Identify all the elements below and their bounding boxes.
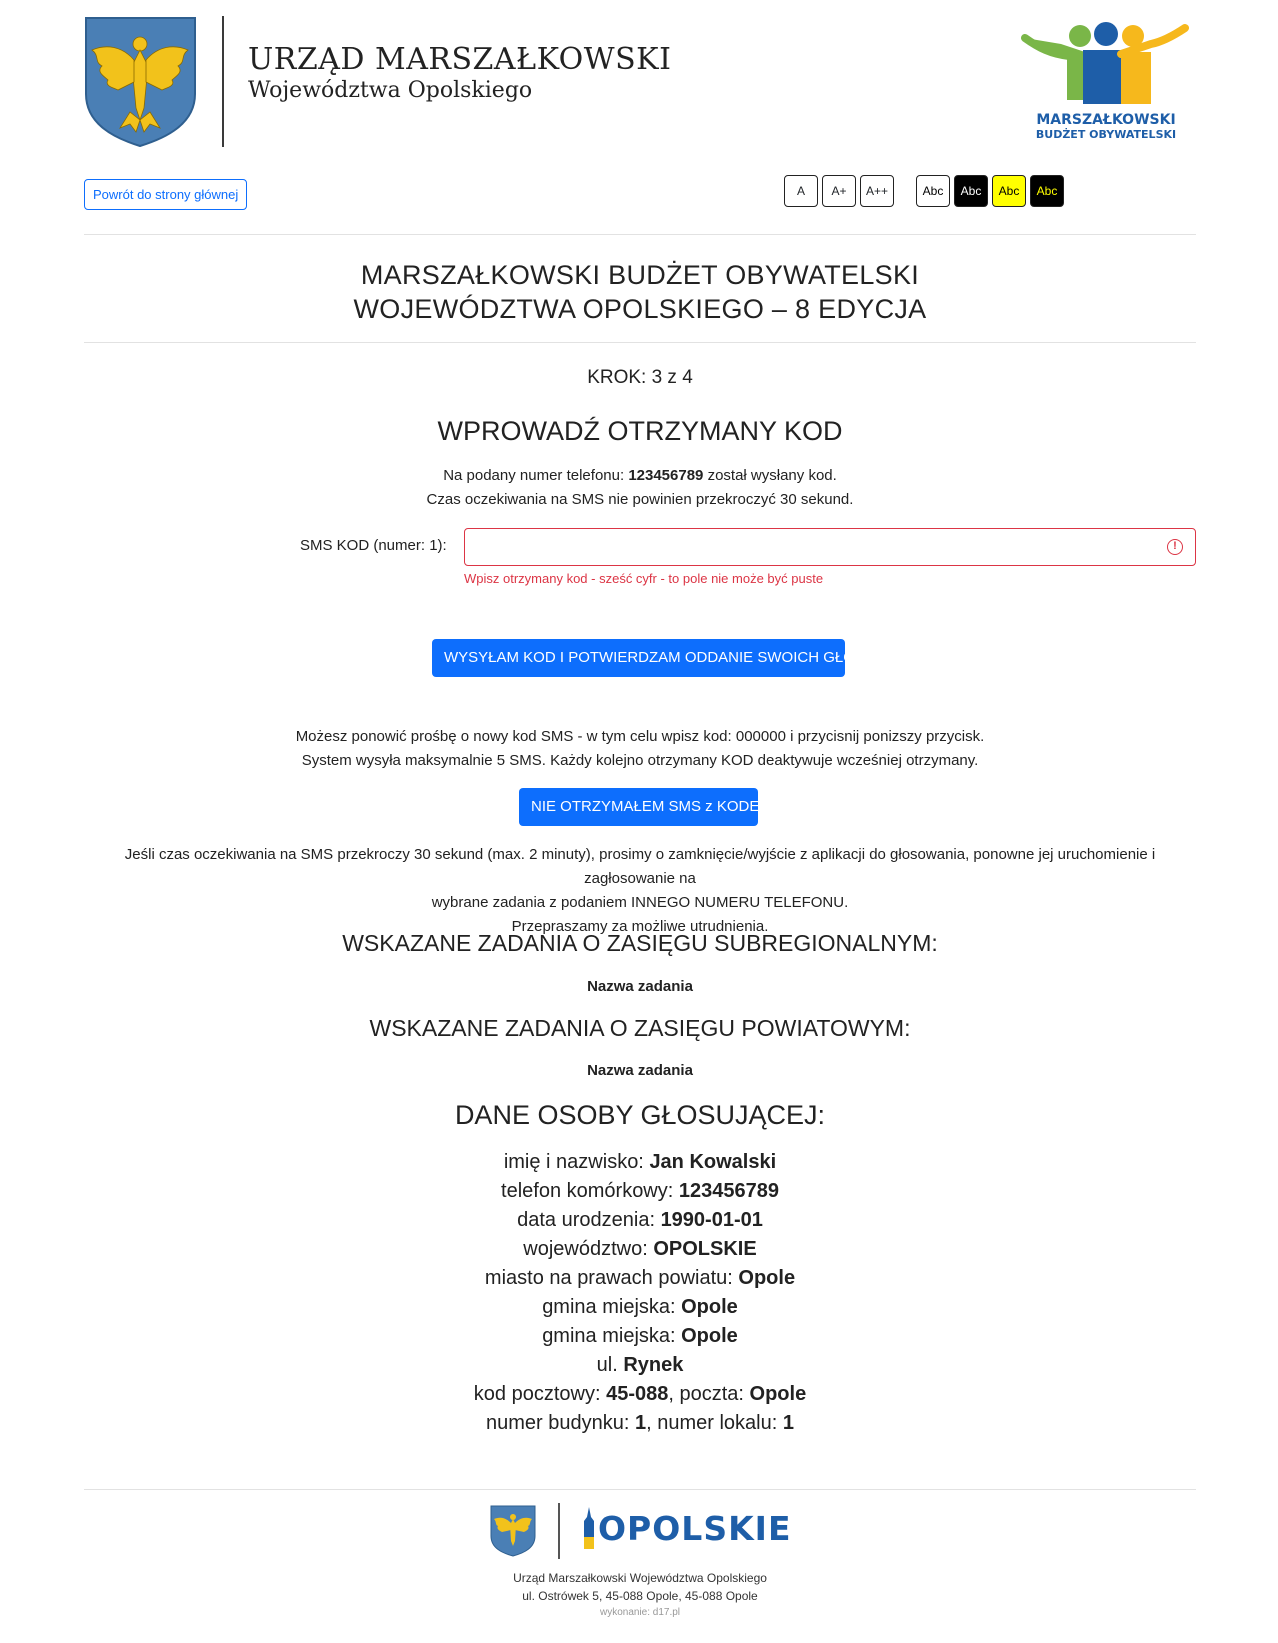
submit-code-button[interactable]: WYSYŁAM KOD I POTWIERDZAM ODDANIE SWOICH GŁOSÓW <box>432 639 845 677</box>
voter-voivodeship <box>84 1238 1196 1261</box>
voter-gmina <box>84 1325 1196 1348</box>
resend-info <box>84 725 1196 773</box>
footer-logo <box>490 1503 790 1559</box>
sms-info-line1 <box>84 464 1196 488</box>
tower-icon <box>582 1507 596 1549</box>
code-heading: WPROWADŹ OTRZYMANY KOD <box>437 416 843 446</box>
county-task: Nazwa zadania <box>587 1062 693 1079</box>
voter-flat-value: 1 <box>782 1412 794 1434</box>
sms-info-prefix: Na podany numer telefonu: <box>443 467 629 484</box>
voter-street-label: ul. <box>596 1354 624 1376</box>
timeout-note-line1: Jeśli czas oczekiwania na SMS przekroczy 30 sekund (max. 2 minuty), prosimy o zamknięcie/wyjście z aplikacji do głosowania, ponowne jej uruchomienie i zagłosowanie na <box>124 846 1156 887</box>
footer-divider <box>558 1503 560 1559</box>
voter-name-value: Jan Kowalski <box>649 1151 777 1173</box>
voter-birthdate <box>84 1209 1196 1232</box>
sms-info-line2: Czas oczekiwania na SMS nie powinien przekroczyć 30 sekund. <box>426 491 854 508</box>
voter-post-label: , poczta: <box>668 1383 750 1405</box>
voter-voivodeship-value: OPOLSKIE <box>653 1238 757 1260</box>
voter-building <box>84 1412 1196 1435</box>
voter-flat-label: , numer lokalu: <box>646 1412 783 1434</box>
budget-logo-line1: MARSZAŁKOWSKI <box>1036 112 1176 128</box>
voter-name-label: imię i nazwisko: <box>503 1151 650 1173</box>
contrast-default-button[interactable]: Abc <box>916 175 950 207</box>
timeout-note-line2: wybrane zadania z podaniem INNEGO NUMERU TELEFONU. <box>431 894 849 911</box>
sms-info-phone: 123456789 <box>628 467 704 484</box>
voter-phone-value: 123456789 <box>678 1180 779 1202</box>
voter-postcode-value: 45-088 <box>606 1383 669 1405</box>
footer-brand: OPOLSKIE <box>598 1509 792 1548</box>
divider <box>84 1489 1196 1490</box>
voter-birthdate-label: data urodzenia: <box>517 1209 661 1231</box>
voter-gmina <box>84 1296 1196 1319</box>
voter-gmina-label: gmina miejska: <box>542 1296 682 1318</box>
page-title-line1: MARSZAŁKOWSKI BUDŻET OBYWATELSKI <box>360 260 920 290</box>
voter-birthdate-value: 1990-01-01 <box>660 1209 763 1231</box>
resend-info-line1: Możesz ponowić prośbę o nowy kod SMS - w tym celu wpisz kod: 000000 i przycisnij ponizszy przycisk. <box>295 728 985 745</box>
budget-logo-icon <box>1021 16 1191 112</box>
voter-county-value: Opole <box>738 1267 796 1289</box>
voter-gmina-value: Opole <box>681 1325 738 1347</box>
divider <box>84 234 1196 235</box>
contrast-yellow-black-button[interactable]: Abc <box>992 175 1026 207</box>
office-subtitle: Województwa Opolskiego <box>248 78 533 103</box>
sms-info <box>84 464 1196 512</box>
subregional-task: Nazwa zadania <box>587 978 693 995</box>
voter-postcode <box>84 1383 1196 1406</box>
sms-code-input[interactable] <box>464 528 1196 566</box>
voter-postcode-label: kod pocztowy: <box>473 1383 607 1405</box>
site-header <box>84 16 1196 146</box>
voter-street <box>84 1354 1196 1377</box>
budget-logo-line2: BUDŻET OBYWATELSKI <box>1035 128 1177 141</box>
voter-post-value: Opole <box>749 1383 807 1405</box>
office-title: URZĄD MARSZAŁKOWSKI <box>248 42 672 77</box>
voter-county-label: miasto na prawach powiatu: <box>484 1267 739 1289</box>
voter-heading: DANE OSOBY GŁOSUJĄCEJ: <box>454 1100 826 1130</box>
voter-building-value: 1 <box>635 1412 647 1434</box>
voter-name <box>84 1151 1196 1174</box>
error-icon: ! <box>1167 539 1183 555</box>
font-size-xlarge-button[interactable]: A++ <box>860 175 894 207</box>
page-title-line2: WOJEWÓDZTWA OPOLSKIEGO – 8 EDYCJA <box>353 294 927 324</box>
voter-street-value: Rynek <box>623 1354 684 1376</box>
county-heading: WSKAZANE ZADANIA O ZASIĘGU POWIATOWYM: <box>369 1015 911 1041</box>
sms-info-suffix: został wysłany kod. <box>703 467 837 484</box>
voter-building-label: numer budynku: <box>486 1412 635 1434</box>
voter-voivodeship-label: województwo: <box>523 1238 654 1260</box>
timeout-note-line3: Przepraszamy za możliwe utrudnienia. <box>511 918 769 935</box>
footer-crest-icon <box>490 1505 536 1557</box>
resend-info-line2: System wysyła maksymalnie 5 SMS. Każdy kolejno otrzymany KOD deaktywuje wcześniej otrzymany. <box>301 752 979 769</box>
back-home-button[interactable]: Powrót do strony głównej <box>84 179 247 210</box>
voter-gmina-label: gmina miejska: <box>542 1325 682 1347</box>
voter-county <box>84 1267 1196 1290</box>
timeout-note <box>84 843 1196 939</box>
opolskie-crest-icon <box>84 16 197 147</box>
sms-code-error: Wpisz otrzymany kod - sześć cyfr - to pole nie może być puste <box>464 571 824 586</box>
step-indicator: KROK: 3 z 4 <box>587 367 693 388</box>
footer-credit[interactable]: wykonanie: d17.pl <box>599 1607 681 1618</box>
voter-phone <box>84 1180 1196 1203</box>
page-title <box>84 258 1196 326</box>
subregional-heading: WSKAZANE ZADANIA O ZASIĘGU SUBREGIONALNYM: <box>342 930 938 956</box>
font-size-large-button[interactable]: A+ <box>822 175 856 207</box>
footer-address: ul. Ostrówek 5, 45-088 Opole, 45-088 Opole <box>522 1589 758 1603</box>
font-size-normal-button[interactable]: A <box>784 175 818 207</box>
voter-phone-label: telefon komórkowy: <box>501 1180 679 1202</box>
voter-gmina-value: Opole <box>681 1296 738 1318</box>
divider <box>84 342 1196 343</box>
header-divider <box>222 16 224 147</box>
budget-logo <box>1021 16 1191 146</box>
sms-code-label: SMS KOD (numer: 1): <box>300 537 447 554</box>
no-sms-button[interactable]: NIE OTRZYMAŁEM SMS z KODEM <box>519 788 758 826</box>
contrast-black-yellow-button[interactable]: Abc <box>1030 175 1064 207</box>
contrast-black-white-button[interactable]: Abc <box>954 175 988 207</box>
footer-office: Urząd Marszałkowski Województwa Opolskiego <box>513 1571 767 1585</box>
